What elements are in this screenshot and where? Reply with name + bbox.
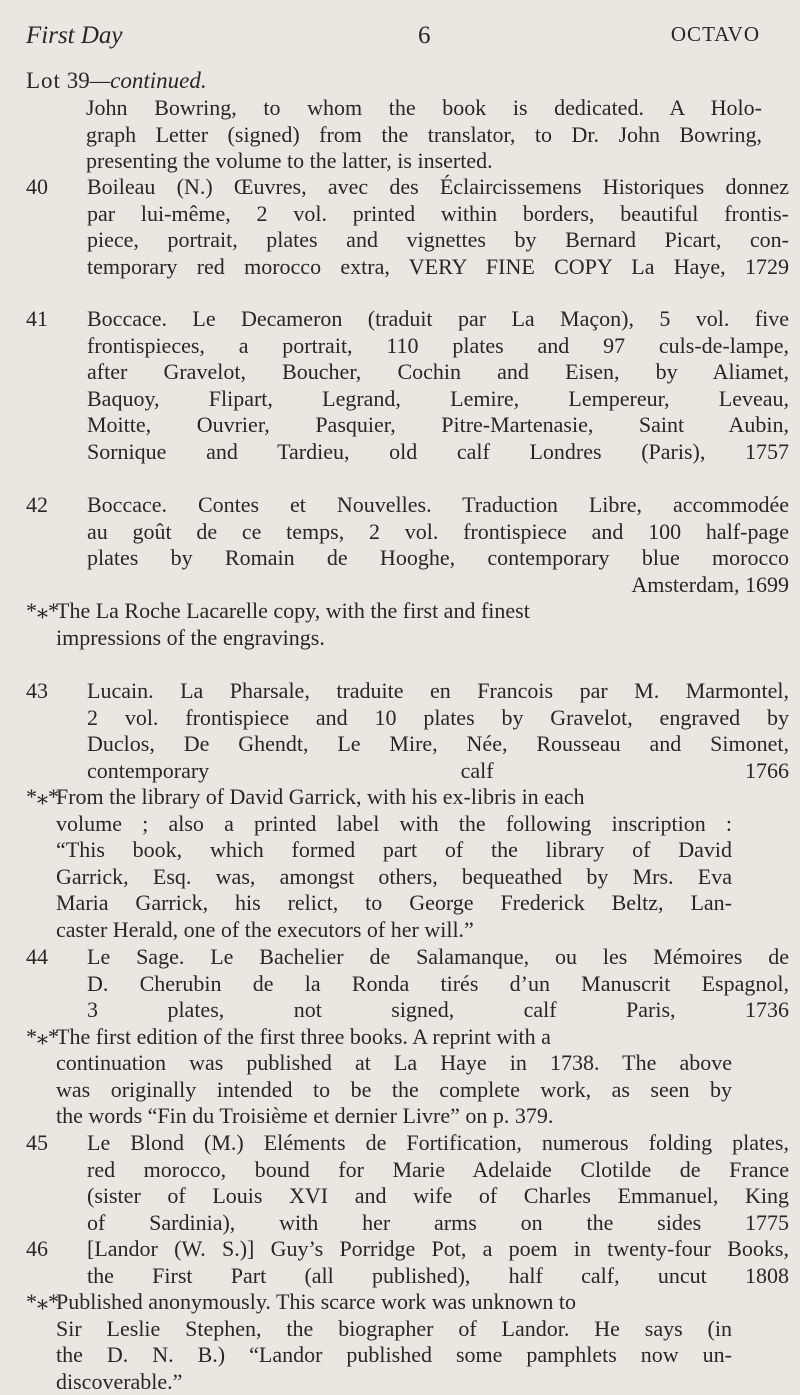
lot-heading [26, 68, 207, 94]
lot-number: 46 [26, 1236, 48, 1263]
description-line: contemporary calf 1766 [113, 758, 789, 785]
continuation-line: John Bowring, to whom the book is dedicated. A Holo- [86, 95, 762, 122]
description-line: Baquoy, Flipart, Legrand, Lemire, Lempereur, Leveau, [113, 386, 789, 413]
note-line: Maria Garrick, his relict, to George Frederick Beltz, Lan- [56, 890, 732, 917]
description-line: Boileau (N.) Œuvres, avec des Éclaircissemens Historiques donnez [113, 174, 789, 201]
continuation-line: graph Letter (signed) from the translator, to Dr. John Bowring, [86, 122, 762, 149]
lot-entry-41 [26, 306, 766, 465]
description-line: 2 vol. frontispiece and 10 plates by Gravelot, engraved by [113, 705, 789, 732]
lot-description [87, 1236, 789, 1289]
description-line: temporary red morocco extra, VERY FINE COPY La Haye, 1729 [113, 254, 789, 281]
lot-entry-46 [26, 1236, 766, 1395]
lot-entry-44 [26, 944, 766, 1130]
lot-entry-42 [26, 492, 766, 651]
lot-word: Lot [26, 68, 61, 93]
note-line: Published anonymously. This scarce work was unknown to [56, 1289, 576, 1314]
note-line: was originally intended to be the complete work, as seen by [56, 1077, 732, 1104]
description-line: par lui-même, 2 vol. printed within borders, beautiful frontis- [113, 201, 789, 228]
note-line: the words “Fin du Troisième et dernier Livre” on p. 379. [56, 1103, 732, 1130]
note-line: continuation was published at La Haye in 1738. The above [56, 1050, 732, 1077]
note-line: Sir Leslie Stephen, the biographer of Landor. He says (in [56, 1316, 732, 1343]
note-line: the D. N. B.) “Landor published some pamphlets now un- [56, 1342, 732, 1369]
note-line: impressions of the engravings. [56, 625, 732, 652]
lot-note [56, 598, 732, 651]
lot-continued: —continued. [90, 68, 207, 93]
description-line: Boccace. Le Decameron (traduit par La Maçon), 5 vol. five [113, 306, 789, 333]
lot-note [56, 784, 732, 943]
lot-description [87, 492, 789, 598]
description-line: Lucain. La Pharsale, traduite en Francois par M. Marmontel, [113, 678, 789, 705]
description-line: plates by Romain de Hooghe, contemporary blue morocco [113, 545, 789, 572]
lot-number: 43 [26, 678, 48, 705]
description-line: Duclos, De Ghendt, Le Mire, Née, Rousseau and Simonet, [113, 731, 789, 758]
description-line: au goût de ce temps, 2 vol. frontispiece and 100 half-page [113, 519, 789, 546]
note-line: discoverable.” [56, 1369, 732, 1395]
description-line: red morocco, bound for Marie Adelaide Clotilde de France [113, 1157, 789, 1184]
lot-39-continuation [86, 95, 762, 175]
lot-entry-40 [26, 174, 766, 280]
description-line: Le Sage. Le Bachelier de Salamanque, ou les Mémoires de [113, 944, 789, 971]
note-marker: *⁎* [26, 784, 56, 811]
description-line: frontispieces, a portrait, 110 plates and 97 culs-de-lampe, [113, 333, 789, 360]
lot-entry-43 [26, 678, 766, 943]
description-line: [Landor (W. S.)] Guy’s Porridge Pot, a poem in twenty-four Books, [113, 1236, 789, 1263]
description-line: piece, portrait, plates and vignettes by Bernard Picart, con- [113, 227, 789, 254]
lot-description [87, 944, 789, 1024]
note-line: volume ; also a printed label with the following inscription : [56, 811, 732, 838]
note-marker: *⁎* [26, 598, 56, 625]
note-line: From the library of David Garrick, with his ex-libris in each [56, 784, 584, 809]
note-line: Garrick, Esq. was, amongst others, bequeathed by Mrs. Eva [56, 864, 732, 891]
description-line: Boccace. Contes et Nouvelles. Traduction Libre, accommodée [113, 492, 789, 519]
lot-description [87, 174, 789, 280]
note-line: caster Herald, one of the executors of her will.” [56, 917, 732, 944]
continuation-line: presenting the volume to the latter, is inserted. [86, 148, 762, 175]
note-marker: *⁎* [26, 1024, 56, 1051]
description-line: Amsterdam, 1699 [113, 572, 789, 599]
lot-number: 44 [26, 944, 48, 971]
lot-description [87, 306, 789, 465]
description-line: Le Blond (M.) Eléments de Fortification, numerous folding plates, [113, 1130, 789, 1157]
description-line: (sister of Louis XVI and wife of Charles Emmanuel, King [113, 1183, 789, 1210]
page-number: 6 [418, 22, 431, 50]
header-day: First Day [26, 22, 123, 50]
lot-entry-45 [26, 1130, 766, 1236]
description-line: of Sardinia), with her arms on the sides 1775 [113, 1210, 789, 1237]
lot-number: 39 [67, 68, 90, 93]
running-header [26, 22, 760, 56]
description-line: after Gravelot, Boucher, Cochin and Eisen, by Aliamet, [113, 359, 789, 386]
description-line: the First Part (all published), half calf, uncut 1808 [113, 1263, 789, 1290]
lot-number: 45 [26, 1130, 48, 1157]
lot-number: 42 [26, 492, 48, 519]
lot-description [87, 678, 789, 784]
lot-number: 40 [26, 174, 48, 201]
description-line: D. Cherubin de la Ronda tirés d’un Manuscrit Espagnol, [113, 971, 789, 998]
description-line: Sornique and Tardieu, old calf Londres (Paris), 1757 [113, 439, 789, 466]
lot-note [56, 1289, 732, 1395]
lot-note [56, 1024, 732, 1130]
note-line: The La Roche Lacarelle copy, with the first and finest [56, 598, 530, 623]
lot-description [87, 1130, 789, 1236]
lot-number: 41 [26, 306, 48, 333]
description-line: 3 plates, not signed, calf Paris, 1736 [113, 997, 789, 1024]
note-line: The first edition of the first three books. A reprint with a [56, 1024, 551, 1049]
header-format: OCTAVO [671, 22, 760, 47]
note-line: “This book, which formed part of the library of David [56, 837, 732, 864]
note-marker: *⁎* [26, 1289, 56, 1316]
description-line: Moitte, Ouvrier, Pasquier, Pitre-Martenasie, Saint Aubin, [113, 412, 789, 439]
